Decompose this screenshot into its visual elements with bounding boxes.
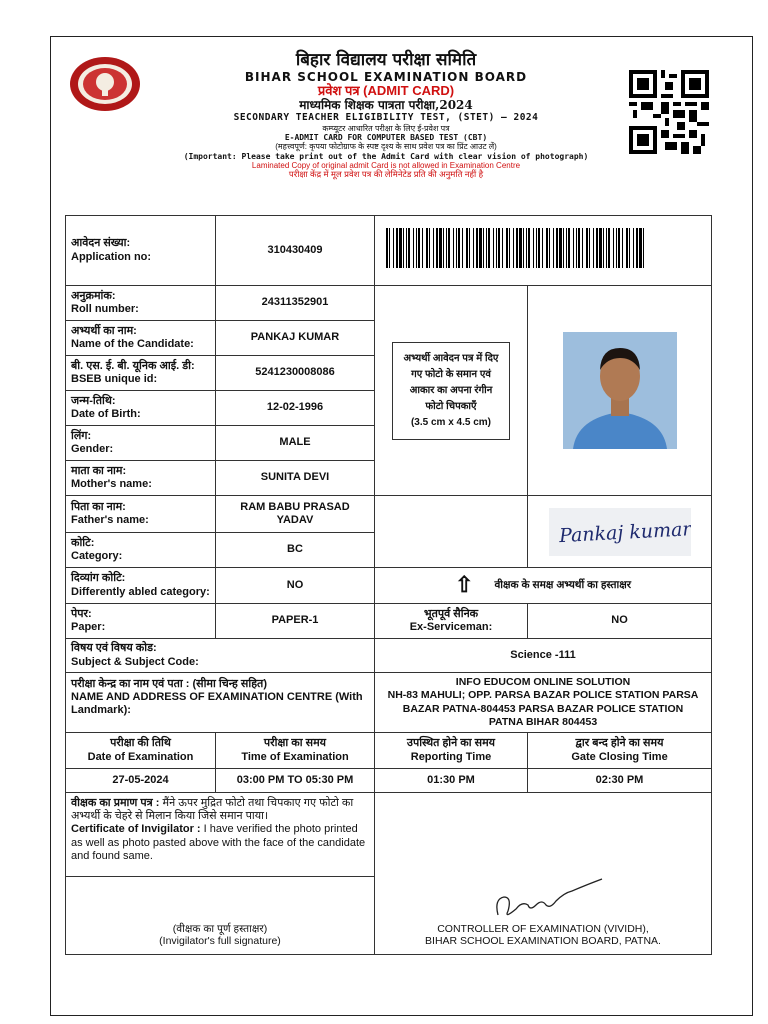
important-english: (Important: Please take print out of the Admit Card with clear vision of photograph) [183, 151, 589, 161]
photo-cell [528, 286, 712, 496]
date-of-birth: 12-02-1996 [216, 391, 375, 426]
roll-number: 24311352901 [216, 286, 375, 321]
laminated-note-hindi: परीक्षा केंद्र में मूल प्रवेश पत्र की लेमिनेटेड प्रति की अनुमति नहीं है [288, 168, 484, 179]
admit-card-title: प्रवेश पत्र (ADMIT CARD) [317, 83, 455, 99]
up-arrow-icon: ⇧ [454, 572, 474, 598]
paper-value: PAPER-1 [216, 604, 375, 639]
table-row [66, 793, 712, 877]
gate-closing-header: द्वार बन्द होने का समय Gate Closing Time [528, 733, 712, 769]
mother-label: माता का नाम: Mother's name: [66, 461, 216, 496]
table-row [66, 639, 712, 673]
photo-instruction: अभ्यर्थी आवेदन पत्र में दिए गए फोटो के समान एवं आकार का अपना रंगीन फोटो चिपकाएँ (3.5 cm x 4.5 cm) [392, 342, 510, 440]
laminated-note-english: Laminated Copy of original admit Card is not allowed in Examination Centre [251, 160, 521, 170]
table-row [66, 496, 712, 533]
important-hindi: (महत्त्वपूर्ण: कृपया फोटोग्राफ के स्पष्ट दृश्य के साथ प्रवेश पत्र का प्रिंट आउट लें) [275, 142, 497, 152]
subject-value: Science -111 [375, 639, 712, 673]
father-name: RAM BABU PRASAD YADAV [216, 496, 375, 533]
cbt-hindi: कम्प्यूटर आधारित परीक्षा के लिए ई-प्रवेश पत्र [322, 124, 450, 133]
bseb-id-label: बी. एस. ई. बी. यूनिक आई. डी: BSEB unique id: [66, 356, 216, 391]
dob-label: जन्म-तिथि: Date of Birth: [66, 391, 216, 426]
candidate-photo [563, 332, 677, 449]
bseb-logo [69, 55, 141, 113]
father-label: पिता का नाम: Father's name: [66, 496, 216, 533]
table-row [66, 286, 712, 321]
barcode-cell [375, 216, 712, 286]
candidate-details-table [65, 215, 712, 955]
name-label: अभ्यर्थी का नाम: Name of the Candidate: [66, 321, 216, 356]
gender-label: लिंग: Gender: [66, 426, 216, 461]
reporting-header: उपस्थित होने का समय Reporting Time [375, 733, 528, 769]
paper-label: पेपर: Paper: [66, 604, 216, 639]
disabled-label: दिव्यांग कोटि: Differently abled category: [66, 568, 216, 604]
signature-note: ⇧ वीक्षक के समक्ष अभ्यर्थी का हस्ताक्षर [375, 568, 712, 604]
table-row [66, 568, 712, 604]
candidate-signature [549, 508, 691, 556]
category-value: BC [216, 533, 375, 568]
qr-code [629, 70, 709, 154]
reporting-time: 01:30 PM [375, 769, 528, 793]
bseb-unique-id: 5241230008086 [216, 356, 375, 391]
table-row [66, 733, 712, 769]
exam-name-english: SECONDARY TEACHER ELIGIBILITY TEST, (STET) – 2024 [233, 112, 539, 124]
category-label: कोटि: Category: [66, 533, 216, 568]
table-row [66, 673, 712, 733]
title-english: BIHAR SCHOOL EXAMINATION BOARD [244, 69, 528, 84]
candidate-name: PANKAJ KUMAR [216, 321, 375, 356]
date-header: परीक्षा की तिथि Date of Examination [66, 733, 216, 769]
exam-date: 27-05-2024 [66, 769, 216, 793]
photo-note-cell [375, 286, 528, 496]
centre-address: INFO EDUCOM ONLINE SOLUTION NH-83 MAHULI; OPP. PARSA BAZAR POLICE STATION PARSA BAZAR PATNA-804453 PARSA BAZAR POLICE STATION PATNA BIHAR 804453 [375, 673, 712, 733]
gender-value: MALE [216, 426, 375, 461]
gate-closing-time: 02:30 PM [528, 769, 712, 793]
mother-name: SUNITA DEVI [216, 461, 375, 496]
disabled-value: NO [216, 568, 375, 604]
barcode [380, 228, 650, 268]
exam-name-hindi: माध्यमिक शिक्षक पात्रता परीक्षा,2024 [299, 98, 473, 113]
roll-label: अनुक्रमांक: Roll number: [66, 286, 216, 321]
cbt-english: E-ADMIT CARD FOR COMPUTER BASED TEST (CBT) [284, 133, 488, 143]
controller-signature [490, 871, 610, 923]
ex-service-label: भूतपूर्व सैनिक Ex-Serviceman: [375, 604, 528, 639]
table-row [66, 216, 712, 286]
svg-text:Pankaj kumar: Pankaj kumar [558, 517, 691, 547]
title-hindi: बिहार विद्यालय परीक्षा समिति [295, 50, 477, 70]
signature-cell [528, 496, 712, 568]
controller-line-2: BIHAR SCHOOL EXAMINATION BOARD, PATNA. [425, 935, 661, 948]
subject-label: विषय एवं विषय कोड: Subject & Subject Code: [66, 639, 375, 673]
controller-cell [375, 793, 712, 955]
centre-label: परीक्षा केन्द्र का नाम एवं पता : (सीमा चिन्ह सहित) NAME AND ADDRESS OF EXAMINATION CENTRE (With Landmark): [66, 673, 375, 733]
application-label: आवेदन संख्या: Application no: [66, 216, 216, 286]
empty-cell [375, 496, 528, 568]
application-number: 310430409 [216, 216, 375, 286]
exam-time: 03:00 PM TO 05:30 PM [216, 769, 375, 793]
invigilator-certificate: वीक्षक का प्रमाण पत्र : मैंने ऊपर मुद्रित फोटो तथा चिपकाए गए फोटो का अभ्यर्थी के चेहरे से मिलान किया जिसे समान पाया। Certificate of Invigilator : I have verified the photo printed as well as photo pasted above with the face of the candidate and found same. [66, 793, 375, 877]
ex-service-value: NO [528, 604, 712, 639]
header [151, 51, 621, 180]
time-header: परीक्षा का समय Time of Examination [216, 733, 375, 769]
controller-line-1: CONTROLLER OF EXAMINATION (VIVIDH), [437, 922, 649, 935]
invigilator-signature: (वीक्षक का पूर्ण हस्ताक्षर) (Invigilator's full signature) [66, 877, 375, 955]
table-row [66, 769, 712, 793]
table-row [66, 604, 712, 639]
